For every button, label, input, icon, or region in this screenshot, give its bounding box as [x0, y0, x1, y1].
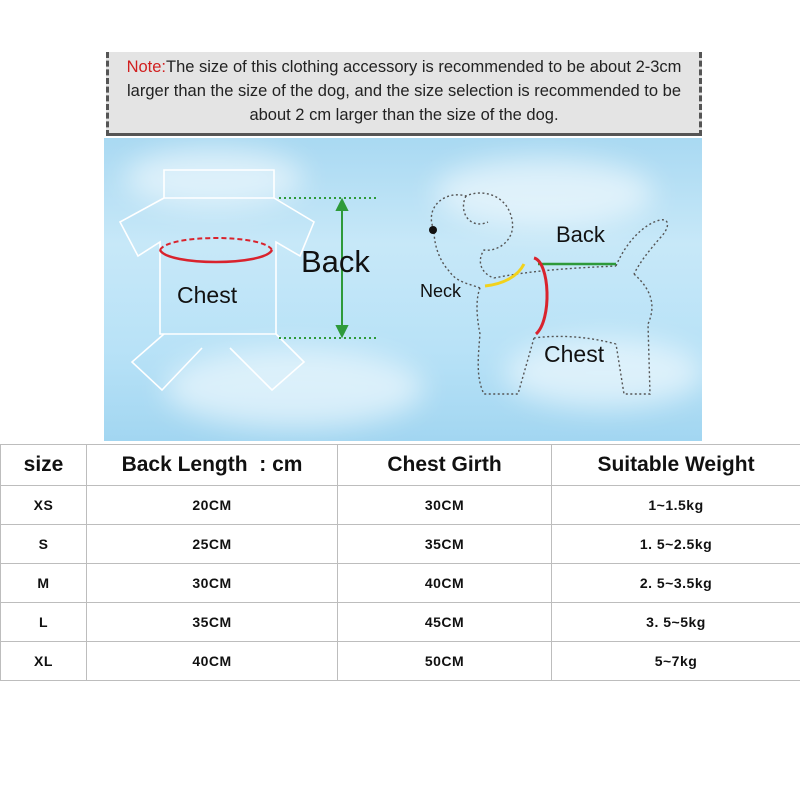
dog-chest-label: Chest	[544, 341, 605, 367]
note-label: Note:	[126, 58, 166, 76]
cell-back-length: 25CM	[87, 525, 338, 564]
table-row	[1, 525, 800, 564]
dog-back-label: Back	[556, 222, 605, 247]
table-header-row	[1, 445, 800, 486]
table-row	[1, 564, 800, 603]
table-row	[1, 486, 800, 525]
header-chest-girth: Chest Girth	[338, 445, 552, 486]
cell-chest-girth: 30CM	[338, 486, 552, 525]
dog-chest-line	[534, 258, 547, 334]
size-note	[106, 52, 702, 136]
clothing-back-label: Back	[301, 244, 370, 279]
cell-size: M	[1, 564, 87, 603]
cell-size: S	[1, 525, 87, 564]
cell-back-length: 35CM	[87, 603, 338, 642]
note-text: The size of this clothing accessory is recommended to be about 2-3cm larger than the size of the dog, and the size selection is recommended to be about 2 cm larger than the size of the dog.	[127, 58, 682, 124]
cell-weight: 5~7kg	[552, 642, 800, 681]
cell-chest-girth: 35CM	[338, 525, 552, 564]
measurement-diagram	[104, 138, 702, 441]
dog-nose-icon	[429, 226, 437, 234]
cell-chest-girth: 40CM	[338, 564, 552, 603]
clothing-chest-label: Chest	[177, 282, 238, 308]
cell-back-length: 20CM	[87, 486, 338, 525]
cell-back-length: 30CM	[87, 564, 338, 603]
cell-weight: 3. 5~5kg	[552, 603, 800, 642]
header-back-length: Back Length : cm	[87, 445, 338, 486]
cell-chest-girth: 50CM	[338, 642, 552, 681]
clothing-chest-line	[160, 250, 272, 262]
cell-weight: 1~1.5kg	[552, 486, 800, 525]
cell-weight: 1. 5~2.5kg	[552, 525, 800, 564]
header-suitable-weight: Suitable Weight	[552, 445, 800, 486]
dog-neck-line	[485, 264, 524, 286]
cell-back-length: 40CM	[87, 642, 338, 681]
cell-size: XL	[1, 642, 87, 681]
cell-chest-girth: 45CM	[338, 603, 552, 642]
cell-size: L	[1, 603, 87, 642]
cell-weight: 2. 5~3.5kg	[552, 564, 800, 603]
table-row	[1, 603, 800, 642]
table-row	[1, 642, 800, 681]
clothing-outline-icon	[120, 170, 314, 390]
cell-size: XS	[1, 486, 87, 525]
size-chart-table	[0, 444, 800, 681]
dog-neck-label: Neck	[420, 281, 462, 301]
header-size: size	[1, 445, 87, 486]
